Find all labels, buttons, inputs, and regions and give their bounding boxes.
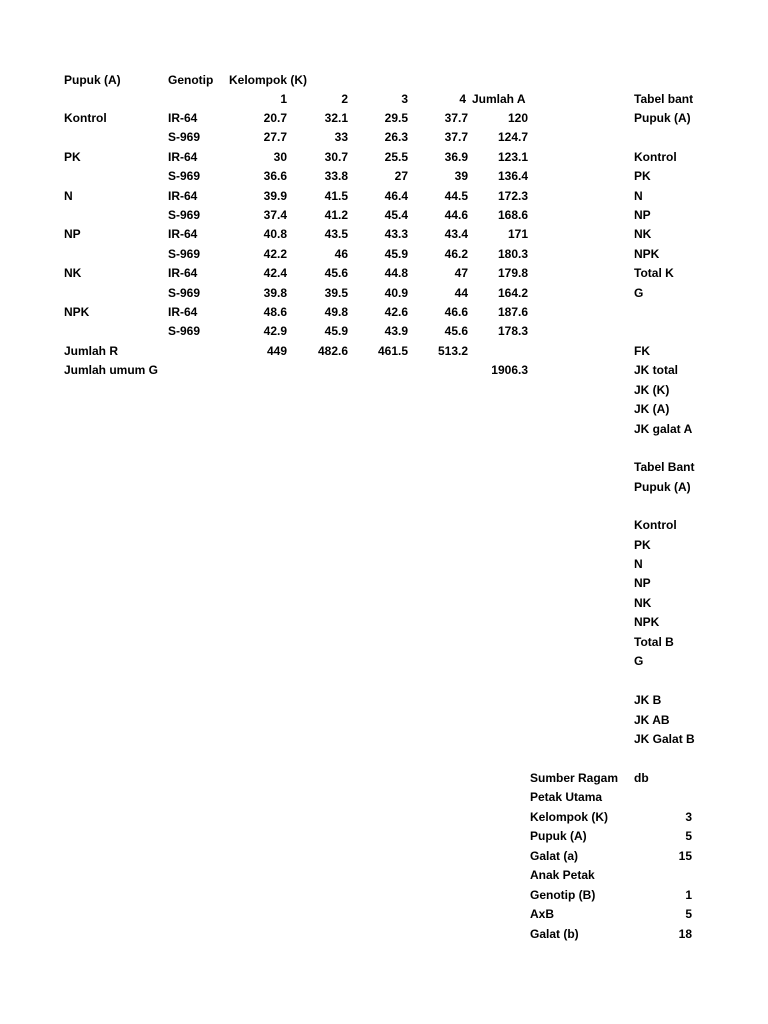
header-genotip: Genotip	[168, 73, 214, 87]
cell-k1: 37.4	[263, 208, 287, 222]
cell-k2: 33	[334, 130, 348, 145]
cell-genotip: IR-64	[168, 266, 198, 281]
header-k4: 4	[459, 92, 466, 106]
anova-db-value: 15	[678, 848, 692, 863]
cell-k4: 37.7	[444, 130, 468, 145]
anova-source-label: Genotip (B)	[530, 887, 596, 902]
jumlah-umum-label: Jumlah umum G	[64, 363, 159, 377]
cell-k1: 48.6	[263, 305, 287, 319]
cell-k2: 45.9	[324, 324, 348, 339]
side-label: JK Galat B	[634, 732, 695, 746]
anova-db-value: 5	[685, 829, 692, 843]
cell-jumlah-a: 124.7	[497, 130, 528, 145]
cell-jumlah-a: 180.3	[497, 246, 528, 261]
cell-k1: 20.7	[263, 111, 287, 125]
side-label: Pupuk (A)	[634, 480, 691, 494]
cell-k1: 30	[273, 149, 287, 164]
cell-k4: 46.2	[444, 246, 468, 261]
cell-k2: 39.5	[324, 285, 348, 300]
cell-k2: 45.6	[324, 266, 348, 281]
cell-jumlah-a: 168.6	[497, 208, 528, 222]
anova-source-label: Anak Petak	[530, 868, 595, 882]
jumlah-r-label: Jumlah R	[64, 344, 119, 358]
cell-jumlah-a: 164.2	[497, 285, 528, 300]
cell-k2: 33.8	[324, 169, 348, 184]
cell-k4: 43.4	[444, 227, 468, 242]
anova-source-label: Galat (b)	[530, 926, 579, 941]
side-label: G	[634, 286, 644, 300]
anova-db-header: db	[634, 771, 649, 785]
cell-k4: 37.7	[444, 111, 468, 125]
side-label: NK	[634, 227, 652, 241]
cell-k2: 49.8	[324, 305, 348, 319]
cell-k1: 39.9	[263, 188, 287, 203]
cell-k3: 27	[394, 169, 408, 184]
cell-k3: 44.8	[384, 266, 408, 281]
cell-genotip: S-969	[168, 246, 201, 261]
cell-genotip: IR-64	[168, 111, 198, 125]
cell-k3: 46.4	[384, 188, 408, 203]
anova-source-label: Galat (a)	[530, 848, 579, 863]
side-label: Tabel bant	[634, 92, 694, 106]
cell-jumlah-a: 187.6	[497, 305, 528, 319]
cell-pupuk: PK	[64, 149, 81, 164]
side-label: JK AB	[634, 713, 670, 727]
side-label: Pupuk (A)	[634, 111, 691, 125]
cell-pupuk: Kontrol	[64, 111, 107, 125]
anova-source-label: AxB	[530, 907, 555, 921]
anova-source-label: Petak Utama	[530, 790, 603, 804]
jumlah-r-k3: 461.5	[377, 344, 408, 358]
header-jumlah-a: Jumlah A	[472, 92, 526, 106]
cell-jumlah-a: 172.3	[497, 188, 528, 203]
cell-pupuk: NP	[64, 227, 81, 242]
cell-genotip: S-969	[168, 208, 201, 222]
side-label: NP	[634, 208, 651, 222]
cell-genotip: IR-64	[168, 149, 198, 164]
cell-jumlah-a: 123.1	[497, 149, 528, 164]
cell-k2: 46	[334, 246, 348, 261]
cell-k3: 29.5	[384, 111, 408, 125]
side-label: FK	[634, 344, 650, 358]
cell-k4: 39	[454, 169, 468, 184]
side-label: Kontrol	[634, 518, 677, 532]
side-label: Kontrol	[634, 150, 677, 164]
header-pupuk: Pupuk (A)	[64, 73, 121, 87]
cell-jumlah-a: 171	[507, 227, 528, 242]
cell-k1: 42.4	[263, 266, 287, 281]
jumlah-r-k2: 482.6	[317, 344, 348, 358]
anova-sumber-header: Sumber Ragam	[530, 771, 619, 785]
side-label: Total K	[634, 266, 674, 280]
cell-k2: 30.7	[324, 149, 348, 164]
cell-pupuk: NK	[64, 266, 82, 281]
side-label: JK B	[634, 693, 662, 707]
cell-jumlah-a: 178.3	[497, 324, 528, 339]
cell-k2: 41.2	[324, 208, 348, 222]
anova-source-label: Pupuk (A)	[530, 829, 587, 843]
anova-db-value: 18	[678, 926, 692, 941]
header-k2: 2	[341, 92, 348, 106]
cell-genotip: IR-64	[168, 188, 198, 203]
cell-jumlah-a: 120	[507, 111, 528, 125]
side-label: JK total	[634, 363, 679, 377]
cell-k2: 41.5	[324, 188, 348, 203]
side-label: N	[634, 189, 643, 203]
cell-k3: 26.3	[384, 130, 408, 145]
cell-k3: 43.9	[384, 324, 408, 339]
header-k1: 1	[280, 92, 287, 106]
side-label: Tabel Bant	[634, 460, 695, 474]
cell-genotip: S-969	[168, 169, 201, 184]
cell-k1: 39.8	[263, 285, 287, 300]
cell-k3: 45.4	[384, 208, 408, 222]
cell-k1: 42.9	[263, 324, 287, 339]
side-label: NK	[634, 596, 652, 610]
cell-jumlah-a: 179.8	[497, 266, 528, 281]
jumlah-r-k1: 449	[266, 344, 287, 358]
cell-k4: 36.9	[444, 149, 468, 164]
cell-k1: 36.6	[263, 169, 287, 184]
cell-k1: 27.7	[263, 130, 287, 145]
side-label: JK galat A	[634, 422, 693, 436]
side-label: NPK	[634, 615, 660, 629]
side-label: NP	[634, 576, 651, 590]
cell-k4: 44.6	[444, 208, 468, 222]
anova-source-label: Kelompok (K)	[530, 809, 608, 824]
cell-k3: 43.3	[384, 227, 408, 242]
cell-k4: 47	[454, 266, 468, 281]
cell-genotip: S-969	[168, 324, 201, 339]
cell-genotip: S-969	[168, 285, 201, 300]
cell-k4: 44.5	[444, 188, 468, 203]
cell-k3: 42.6	[384, 305, 408, 319]
cell-k3: 45.9	[384, 246, 408, 261]
cell-pupuk: NPK	[64, 305, 90, 319]
cell-jumlah-a: 136.4	[497, 169, 528, 184]
cell-pupuk: N	[64, 188, 73, 203]
side-label: JK (K)	[634, 383, 670, 397]
side-label: NPK	[634, 247, 660, 261]
anova-db-value: 5	[685, 907, 692, 921]
cell-k4: 44	[454, 285, 468, 300]
anova-db-value: 3	[685, 809, 692, 824]
cell-k1: 42.2	[263, 246, 287, 261]
side-label: PK	[634, 538, 651, 552]
header-k3: 3	[401, 92, 408, 106]
side-label: Total B	[634, 635, 674, 649]
jumlah-r-k4: 513.2	[437, 344, 468, 358]
side-label: PK	[634, 169, 651, 183]
cell-genotip: S-969	[168, 130, 201, 145]
cell-k3: 25.5	[384, 149, 408, 164]
cell-k3: 40.9	[384, 285, 408, 300]
cell-k2: 32.1	[324, 111, 348, 125]
cell-genotip: IR-64	[168, 305, 198, 319]
jumlah-umum-value: 1906.3	[491, 363, 528, 377]
header-kelompok: Kelompok (K)	[229, 73, 307, 87]
cell-k1: 40.8	[263, 227, 287, 242]
cell-k4: 45.6	[444, 324, 468, 339]
side-label: JK (A)	[634, 402, 670, 416]
cell-k2: 43.5	[324, 227, 348, 242]
side-label: G	[634, 654, 644, 668]
cell-genotip: IR-64	[168, 227, 198, 242]
cell-k4: 46.6	[444, 305, 468, 319]
side-label: N	[634, 557, 643, 571]
anova-db-value: 1	[685, 887, 692, 902]
